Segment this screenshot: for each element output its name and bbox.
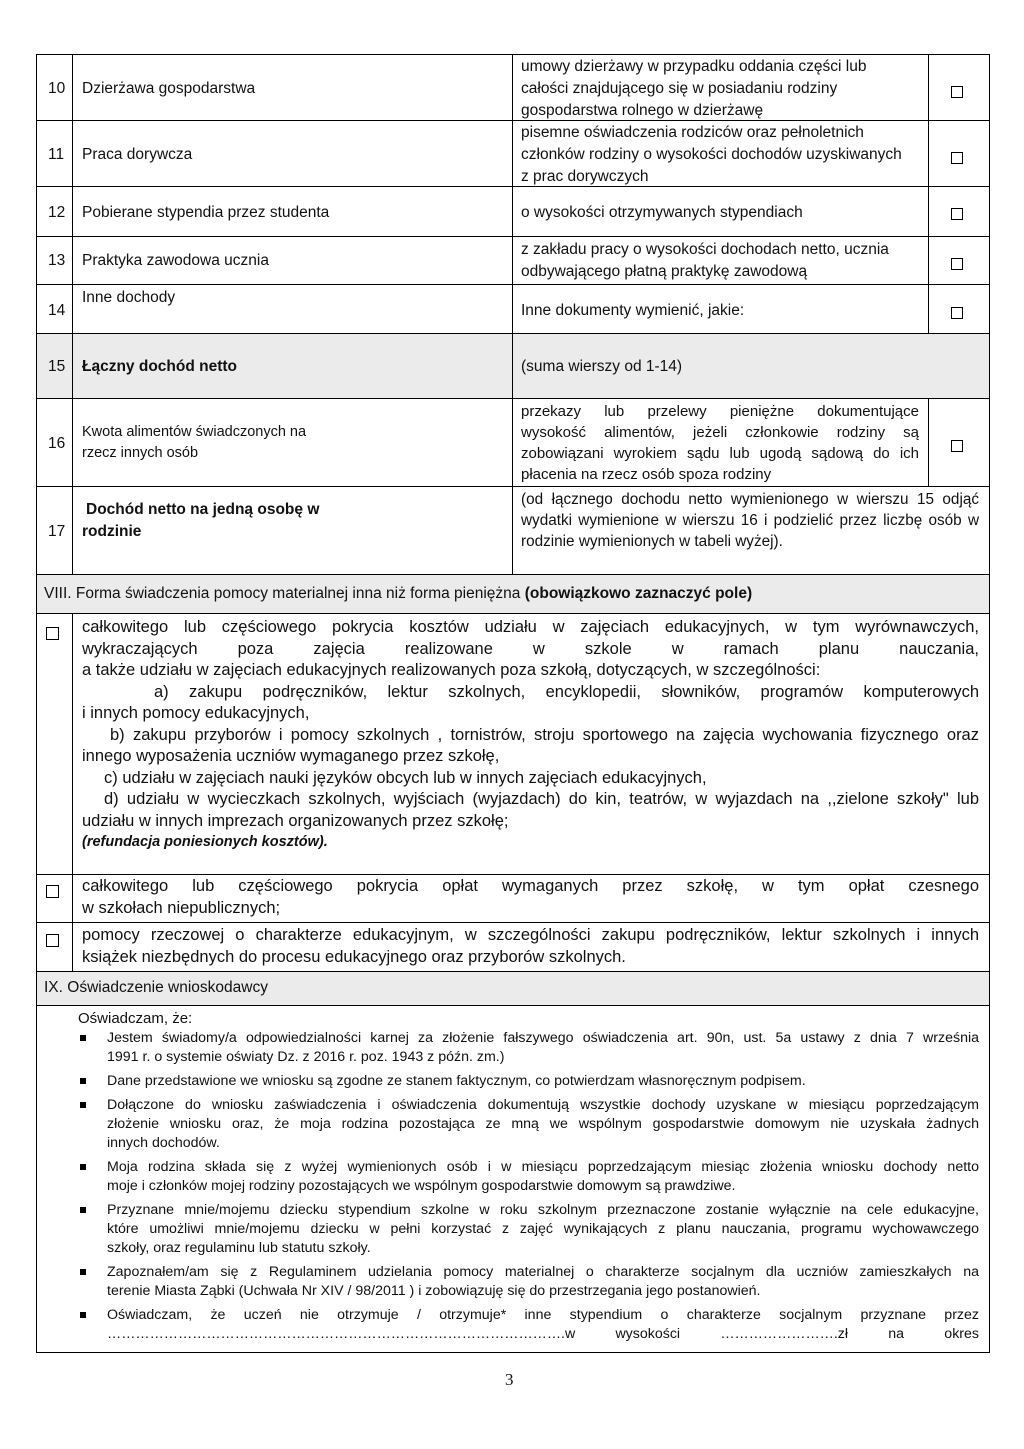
row-16-doc [521, 401, 919, 485]
row-11-doc-line-1: pisemne oświadczenia rodziców oraz pełnoletnich [521, 124, 864, 141]
rule-12-13 [36, 236, 990, 237]
rule-10-11 [36, 120, 990, 121]
row-17-number: 17 [48, 523, 66, 540]
statement-7-line-1: Oświadczam, że uczeń nie otrzymuje / otrzymuje* inne stypendium o charakterze socjalnym przyznane przez [107, 1307, 979, 1323]
row-11-number: 11 [48, 146, 65, 163]
option-2-text [82, 876, 979, 919]
statement-3-line-3: innych dochodów. [107, 1135, 220, 1151]
row-14-number: 14 [48, 302, 66, 319]
row-14-doc-line-1: Inne dokumenty wymienić, jakie: [521, 302, 745, 319]
option-1-line-2: wykraczających poza zajęcia realizowane w szkole w ramach planu nauczania, [82, 639, 979, 658]
section-8-heading-bold: (obowiązkowo zaznaczyć pole) [524, 585, 753, 602]
statement-3 [107, 1096, 979, 1153]
statement-1-line-2: 1991 r. o systemie oświaty Dz. z 2016 r. poz. 1943 z późn. zm.) [107, 1049, 505, 1065]
row-17-label-line-1: Dochód netto na jedną osobę w [86, 501, 320, 518]
row-16-doc-line-4: płacenia na rzecz osób spoza rodziny [521, 466, 772, 483]
row-16-label-line-1: Kwota alimentów świadczonych na [82, 424, 307, 440]
rule-option-1-2 [36, 874, 990, 875]
rule-top [36, 54, 990, 55]
statement-5-line-3: szkoły, oraz regulaminu lub statutu szkoły. [107, 1240, 371, 1256]
option-1-line-4: a) zakupu podręczników, lektur szkolnych, encyklopedii, słowników, programów komputerowych [154, 682, 979, 701]
rule-section-8-heading [36, 613, 990, 614]
rule-14-15 [36, 333, 990, 334]
statement-1-line-1: Jestem świadomy/a odpowiedzialności karnej za złożenie fałszywego oświadczenia art. 90n, ust. 5a ustawy z dnia 7 września [107, 1030, 979, 1046]
statement-3-line-2: złożenie wniosku oraz, że moja rodzina pozostająca ze mną we wspólnym gospodarstwie domowym nie uzyskała żadnych [107, 1116, 979, 1132]
section-8-check-divider [72, 613, 73, 971]
row-15-label: Łączny dochód netto [82, 358, 237, 375]
table-right-border [989, 54, 990, 1352]
option-3-checkbox[interactable] [46, 934, 59, 947]
row-16-label-line-2: rzecz innych osób [82, 445, 199, 461]
row-11-doc-line-3: z prac dorywczych [521, 168, 649, 185]
option-3-line-2: książek niezbędnych do procesu edukacyjnego oraz przyborów szkolnych. [82, 947, 626, 966]
row-16-doc-line-3: zobowiązani wyrokiem sądu lub ugodą sądową do ich [521, 445, 919, 462]
rule-13-14 [36, 284, 990, 285]
bullet-icon [80, 1078, 86, 1084]
option-3-line-1: pomocy rzeczowej o charakterze edukacyjnym, w szczególności zakupu podręczników, lektur szkolnych i innych [82, 926, 979, 944]
statement-4-line-2: moje i członków mojej rodziny pozostających we wspólnym gospodarstwie domowym są prawdziwe. [107, 1178, 736, 1194]
statement-3-line-1: Dołączone do wniosku zaświadczenia i oświadczenia dokumentują wszystkie dochody uzyskane w miesiącu poprzedzającym [107, 1097, 979, 1113]
bullet-icon [80, 1207, 86, 1213]
section-9-intro: Oświadczam, że: [78, 1010, 193, 1027]
option-2-line-2: w szkołach niepublicznych; [82, 898, 281, 917]
row-13-number: 13 [48, 252, 66, 269]
bullet-icon [80, 1102, 86, 1108]
row-11-doc-line-2: członków rodziny o wysokości dochodów uzyskiwanych [521, 146, 902, 163]
section-8-heading-normal: VIII. Forma świadczenia pomocy materialnej inna niż forma pieniężna [44, 585, 525, 602]
table-left-border [36, 54, 37, 1352]
statement-6 [107, 1263, 979, 1301]
statement-4 [107, 1158, 979, 1196]
option-1-line-1: całkowitego lub częściowego pokrycia kosztów udziału w zajęciach edukacyjnych, w tym wyrównawczych, [82, 618, 979, 636]
row-10-number: 10 [48, 80, 66, 97]
row-10-checkbox[interactable] [951, 86, 963, 98]
row-10-doc-line-2: całości znajdującego się w posiadaniu rodziny [521, 80, 838, 97]
option-1-text [82, 617, 979, 854]
option-2-line-1: całkowitego lub częściowego pokrycia opłat wymaganych przez szkołę, w tym opłat czesnego [82, 877, 979, 895]
row-12-checkbox[interactable] [951, 208, 963, 220]
row-12-number: 12 [48, 204, 66, 221]
row-16-doc-line-1: przekazy lub przelewy pieniężne dokumentujące [521, 403, 919, 420]
statement-7 [107, 1306, 979, 1344]
rule-section-9-heading [36, 1005, 990, 1006]
row-17-doc-line-1: (od łącznego dochodu netto wymienionego w wierszu 15 odjąć [521, 491, 979, 508]
row-13-label: Praktyka zawodowa ucznia [82, 252, 269, 269]
statement-5-line-1: Przyznane mnie/mojemu dziecku stypendium szkolne w roku szkolnym przeznaczone zostanie wyłącznie na cele edukacyjne, [107, 1202, 979, 1218]
option-1-checkbox[interactable] [46, 627, 59, 640]
row-10-doc-line-1: umowy dzierżawy w przypadku oddania części lub [521, 58, 867, 75]
rule-15-16 [36, 398, 990, 399]
row-15-number: 15 [48, 358, 66, 375]
bullet-icon [80, 1312, 86, 1318]
row-14-checkbox[interactable] [951, 307, 963, 319]
statement-7-line-2: …………………………………………………………………………………….w wysokości …………………….zł na okres [107, 1326, 979, 1342]
rule-option-2-3 [36, 922, 990, 923]
option-1-line-7: innego wyposażenia uczniów wymaganego przez szkołę, [82, 747, 500, 765]
section-8-heading [44, 584, 752, 603]
statement-2-line-1: Dane przedstawione we wniosku są zgodne ze stanem faktycznym, co potwierdzam własnoręcznym podpisem. [107, 1073, 806, 1089]
row-13-doc-line-2: odbywającego płatną praktykę zawodową [521, 263, 808, 280]
col-divider-doc [512, 54, 513, 574]
col-divider-check-b [928, 398, 929, 486]
section-9-heading: IX. Oświadczenie wnioskodawcy [44, 979, 268, 996]
col-divider-nr [72, 54, 73, 574]
col-divider-check-a [928, 54, 929, 333]
row-16-number: 16 [48, 435, 66, 452]
row-12-doc-line-1: o wysokości otrzymywanych stypendiach [521, 204, 803, 221]
row-13-checkbox[interactable] [951, 258, 963, 270]
option-1-line-8: c) udziału w zajęciach nauki języków obcych lub w innych zajęciach edukacyjnych, [104, 768, 707, 787]
bullet-icon [80, 1035, 86, 1041]
row-13-doc-line-1: z zakładu pracy o wysokości dochodach netto, ucznia [521, 241, 889, 258]
rule-16-17 [36, 486, 990, 487]
row-11-label: Praca dorywcza [82, 146, 193, 163]
row-14-label: Inne dochody [82, 289, 176, 306]
row-17-doc-line-3: rodzinie wymienionych w tabeli wyżej). [521, 533, 783, 550]
option-1-line-5: i innych pomocy edukacyjnych, [82, 704, 310, 722]
option-2-checkbox[interactable] [46, 885, 59, 898]
row-17-doc [521, 489, 979, 552]
option-1-line-6: b) zakupu przyborów i pomocy szkolnych , tornistrów, stroju sportowego na zajęcia wychowania fizycznego oraz [110, 725, 979, 744]
row-17-label-line-2: rodzinie [82, 523, 142, 540]
rule-11-12 [36, 186, 990, 187]
statement-2 [107, 1072, 979, 1091]
rule-bottom [36, 1352, 990, 1353]
option-3-text [82, 925, 979, 968]
row-16-checkbox[interactable] [951, 440, 963, 452]
statement-1 [107, 1029, 979, 1067]
statement-6-line-1: Zapoznałem/am się z Regulaminem udzielania pomocy materialnej o charakterze socjalnym dla uczniów zamieszkałych na [107, 1264, 979, 1280]
row-15-doc-line-1: (suma wierszy od 1-14) [521, 358, 683, 375]
row-10-doc-line-3: gospodarstwa rolnego w dzierżawę [521, 102, 764, 119]
bullet-icon [80, 1269, 86, 1275]
statement-5-line-2: które umożliwi mnie/mojemu dziecku w pełni korzystać z zajęć wynikających z planu nauczania, programu wychowawczego [107, 1221, 979, 1237]
row-10-label: Dzierżawa gospodarstwa [82, 80, 256, 97]
bullet-icon [80, 1164, 86, 1170]
option-1-refund-note: (refundacja poniesionych kosztów). [82, 834, 328, 850]
statement-6-line-2: terenie Miasta Ząbki (Uchwała Nr XIV / 98/2011 ) i zobowiązuję się do przestrzegania jego postanowień. [107, 1283, 761, 1299]
row-11-checkbox[interactable] [951, 152, 963, 164]
page-number: 3 [505, 1370, 514, 1389]
statement-5 [107, 1201, 979, 1258]
option-1-line-9: d) udziału w wycieczkach szkolnych, wyjściach (wyjazdach) do kin, teatrów, w wyjazdach na ,,zielone szkoły" lub [104, 790, 979, 808]
row-16-doc-line-2: wysokość alimentów, jeżeli członkowie rodziny są [521, 424, 919, 441]
option-1-line-10: udziału w innych imprezach organizowanych przez szkołę; [82, 811, 509, 830]
option-1-line-3: a także udziału w zajęciach edukacyjnych realizowanych poza szkołą, dotyczących, w szczególności: [82, 661, 821, 679]
statement-list [107, 1029, 979, 1344]
row-12-label: Pobierane stypendia przez studenta [82, 204, 330, 221]
row-17-doc-line-2: wydatki wymienione w wierszu 16 i podzielić przez liczbę osób w [521, 512, 979, 529]
statement-4-line-1: Moja rodzina składa się z wyżej wymienionych osób i w miesiącu poprzedzającym miesiąc złożenia wniosku dochody netto [107, 1159, 979, 1175]
